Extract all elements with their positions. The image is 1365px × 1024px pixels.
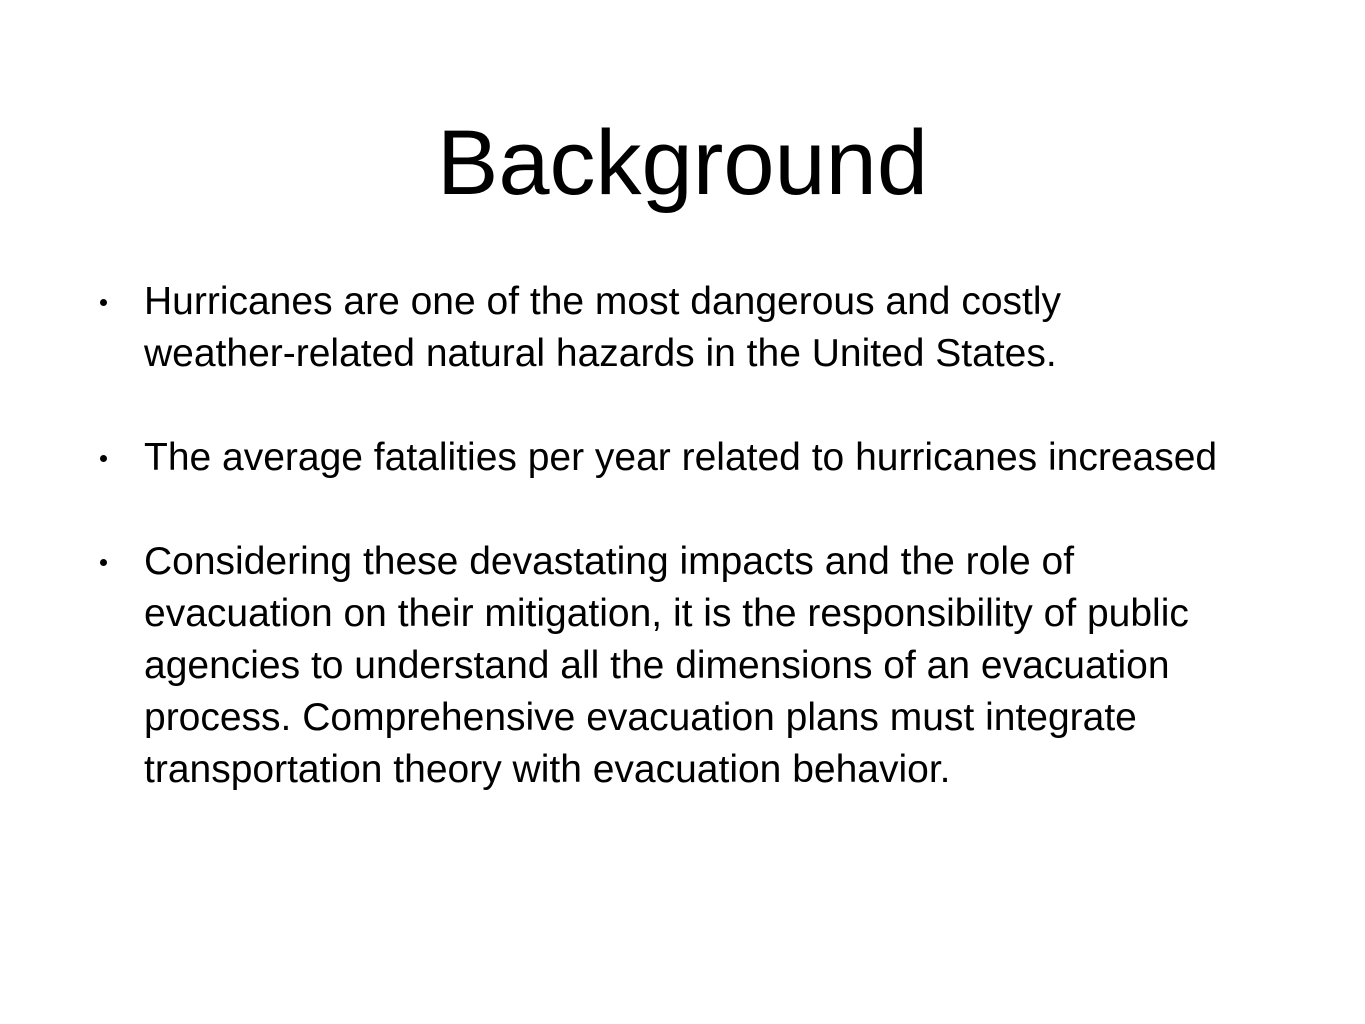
bullet-text: Hurricanes are one of the most dangerous and costly weather-related natural hazards in the United States.: [144, 280, 1062, 375]
bullet-list: [100, 276, 1220, 848]
bullet-item-hazards: [100, 276, 1220, 380]
bullet-item-evacuation: [100, 536, 1220, 796]
slide-title: Background: [437, 112, 928, 214]
bullet-text: Considering these devastating impacts and the role of evacuation on their mitigation, it is the responsibility of public agencies to understand all the dimensions of an evacuation process. Comprehensive evacuation plans must integrate transportation theory with evacuation behavior.: [144, 540, 1189, 791]
bullet-item-fatalities: [100, 432, 1220, 484]
bullet-text: The average fatalities per year related to hurricanes increased: [144, 436, 1218, 479]
bullet-dot-icon: [100, 299, 107, 306]
bullet-dot-icon: [100, 559, 107, 566]
bullet-dot-icon: [100, 455, 107, 462]
